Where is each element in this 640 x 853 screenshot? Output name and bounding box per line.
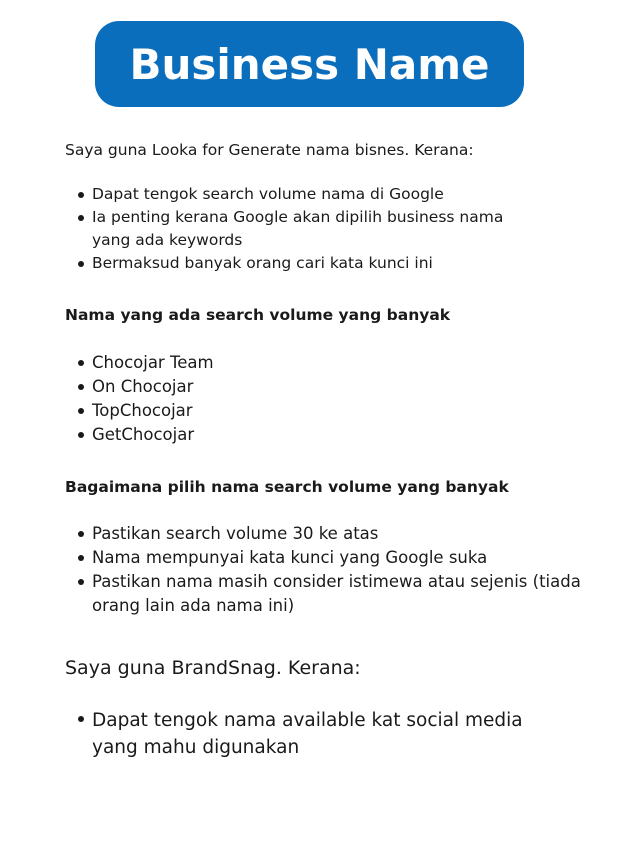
list-item-text: On Chocojar	[92, 377, 194, 396]
bullet-icon	[78, 192, 84, 198]
bullet-icon	[78, 215, 84, 221]
list-item-text: GetChocojar	[92, 425, 195, 444]
section-heading: Nama yang ada search volume yang banyak	[65, 306, 451, 324]
brandsnag-reasons-list	[78, 707, 588, 761]
selection-tips-list	[78, 522, 598, 618]
list-item	[78, 707, 572, 761]
intro-bullet-list	[78, 183, 598, 275]
list-item-text: Pastikan search volume 30 ke atas	[92, 524, 379, 543]
list-item	[78, 423, 598, 447]
bullet-icon	[78, 384, 84, 390]
bullet-icon	[78, 432, 84, 438]
list-item-text: Ia penting kerana Google akan dipilih business nama yang ada keywords	[92, 208, 504, 249]
list-item	[78, 183, 598, 206]
list-item-text: Nama mempunyai kata kunci yang Google suka	[92, 548, 488, 567]
bullet-icon	[78, 579, 84, 585]
bullet-icon	[78, 261, 84, 267]
list-item	[78, 546, 598, 570]
list-item	[78, 522, 598, 546]
list-item	[78, 399, 598, 423]
name-suggestion-list	[78, 351, 598, 447]
closing-text: Saya guna BrandSnag. Kerana:	[65, 657, 361, 679]
section-heading: Bagaimana pilih nama search volume yang banyak	[65, 478, 509, 496]
page-title: Business Name	[129, 39, 490, 89]
bullet-icon	[78, 555, 84, 561]
bullet-icon	[78, 360, 84, 366]
list-item-text: Dapat tengok nama available kat social media yang mahu digunakan	[92, 710, 523, 758]
list-item-text: Pastikan nama masih consider istimewa atau sejenis (tiada orang lain ada nama ini)	[92, 572, 581, 615]
title-banner	[95, 21, 524, 107]
list-item-text: TopChocojar	[92, 401, 193, 420]
bullet-icon	[78, 531, 84, 537]
list-item-text: Bermaksud banyak orang cari kata kunci ini	[92, 254, 433, 272]
list-item	[78, 351, 598, 375]
bullet-icon	[78, 408, 84, 414]
bullet-icon	[78, 716, 84, 722]
list-item	[78, 375, 598, 399]
list-item	[78, 206, 512, 252]
intro-text: Saya guna Looka for Generate nama bisnes. Kerana:	[65, 141, 474, 159]
list-item-text: Chocojar Team	[92, 353, 214, 372]
list-item	[78, 570, 592, 618]
list-item	[78, 252, 598, 275]
list-item-text: Dapat tengok search volume nama di Google	[92, 185, 444, 203]
